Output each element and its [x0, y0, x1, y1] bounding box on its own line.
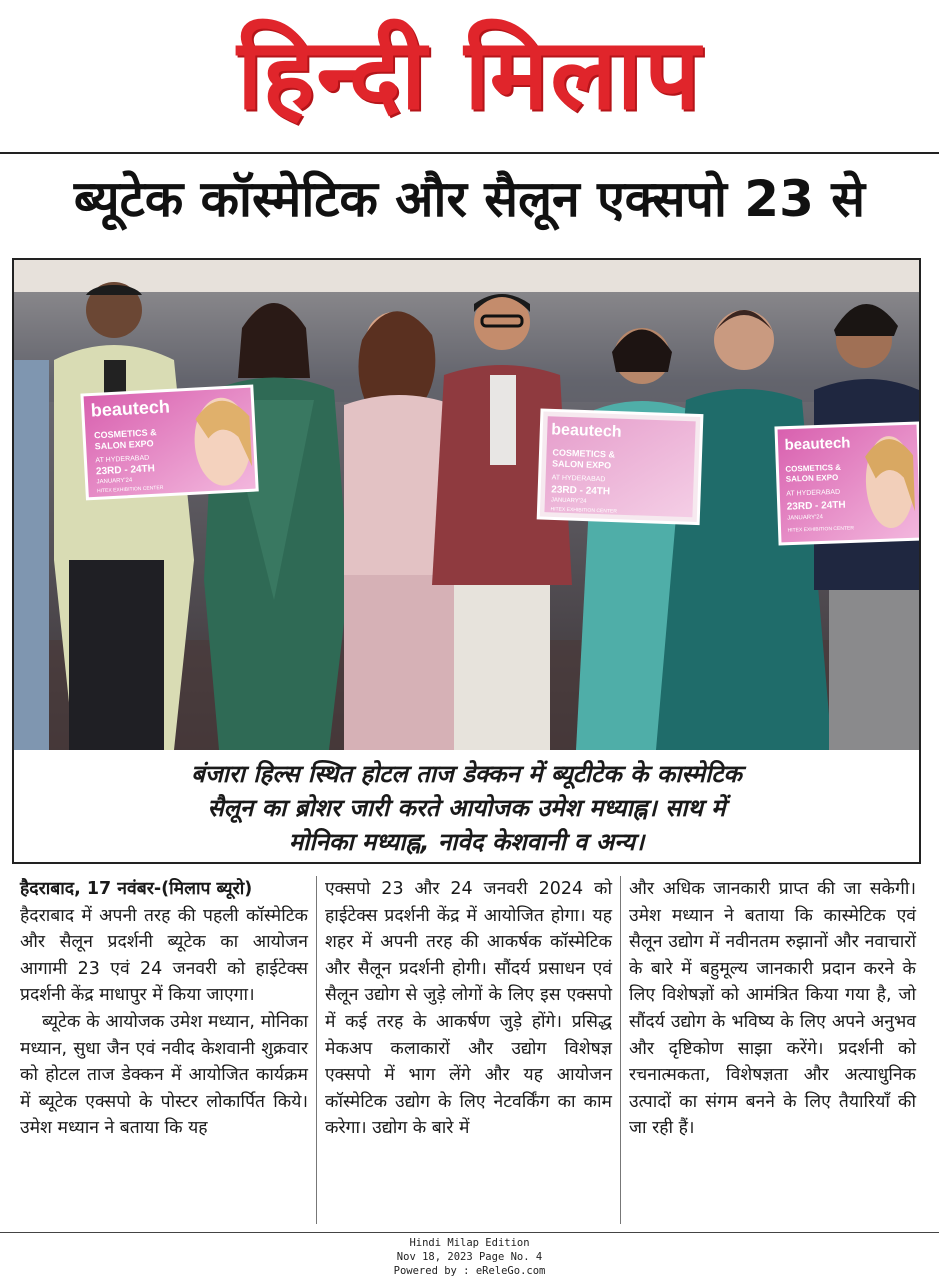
poster-2-line1: COSMETICS & — [552, 447, 616, 460]
poster-2-dates: 23RD - 24TH — [551, 484, 611, 498]
poster-1-brand: beautech — [90, 396, 171, 421]
caption-line-1: बंजारा हिल्स स्थित होटल ताज डेक्कन में ब्यूटीटेक के कास्मेटिक — [191, 759, 742, 788]
poster-1-line1: COSMETICS & — [93, 427, 157, 441]
poster-3-line2: SALON EXPO — [785, 472, 839, 484]
caption-line-2: सैलून का ब्रोशर जारी करते आयोजक उमेश मध्याह्न। साथ में — [207, 793, 726, 822]
poster-1-venue: HITEX EXHIBITION CENTER — [96, 484, 164, 495]
article-paragraph-3: एक्सपो 23 और 24 जनवरी 2024 को हाईटेक्स प्रदर्शनी केंद्र में आयोजित होगा। यह शहर में अपनी तरह की आकर्षक कॉस्मेटिक और सैलून प्रदर्शनी होगी। सौंदर्य प्रसाधन एवं सैलून उद्योग से जुड़े लोगों के लिए इस एक्सपो में कई तरह के आकर्षण जुड़े होंगे। प्रसिद्ध मेकअप कलाकारों और उद्योग विशेषज्ञ एक्सपो में भाग लेंगे और यह आयोजन कॉस्मेटिक उद्योग के लिए नेटवर्किंग का काम करेगा। उद्योग के बारे में — [325, 879, 612, 1139]
poster-2-brand: beautech — [551, 421, 622, 441]
news-photo-frame — [12, 258, 921, 864]
poster-3-line1: COSMETICS & — [785, 462, 842, 474]
article-paragraph-1: हैदराबाद में अपनी तरह की पहली कॉस्मेटिक और सैलून प्रदर्शनी ब्यूटेक का आयोजन आगामी 23 एवं 24 जनवरी को हाईटेक्स प्रदर्शनी केंद्र माधापुर में किया जाएगा। — [20, 905, 308, 1006]
poster-3 — [776, 423, 919, 544]
poster-3-brand: beautech — [784, 434, 851, 454]
footer-date-page: Nov 18, 2023 Page No. 4 — [396, 1251, 543, 1263]
masthead-divider — [0, 152, 939, 154]
poster-3-venue: HITEX EXHIBITION CENTER — [787, 525, 855, 534]
poster-1-month: JANUARY'24 — [96, 477, 133, 486]
person-edge-left — [14, 360, 49, 750]
page-footer — [0, 1236, 939, 1278]
poster-1-line3: AT HYDERABAD — [95, 454, 150, 465]
poster-1-dates: 23RD - 24TH — [95, 463, 156, 478]
article-dateline: हैदराबाद, 17 नवंबर-(मिलाप ब्यूरो) — [20, 879, 253, 899]
poster-2-month: JANUARY'24 — [550, 497, 587, 505]
article-paragraph-2: ब्यूटेक के आयोजक उमेश मध्यान, मोनिका मध्यान, सुधा जैन एवं नवीद केशवानी शुक्रवार को होटल ताज डेक्कन में आयोजित कार्यक्रम में ब्यूटेक एक्सपो के पोस्टर लोकार्पित किये। उमेश मध्यान ने बताया कि यह — [20, 1011, 308, 1139]
article-body — [12, 876, 924, 1224]
article-paragraph-4: और अधिक जानकारी प्राप्त की जा सकेगी। उमेश मध्यान ने बताया कि कास्मेटिक एवं सैलून उद्योग में नवीनतम रुझानों और नवाचारों के बारे में बहुमूल्य जानकारी प्रदान करने के लिए विशेषज्ञों को आमंत्रित किया गया है, जो सौंदर्य उद्योग के भविष्य के लिए अपने अनुभव और दृष्टिकोण साझा करेंगे। प्रदर्शनी को रचनात्मकता, विशेषज्ञता और अत्याधुनिक उत्पादों का संगम बनने के लिए तैयारियाँ की जा रही हैं। — [629, 879, 916, 1139]
poster-3-month: JANUARY'24 — [787, 514, 823, 522]
poster-2 — [538, 410, 702, 524]
article-column-1 — [12, 876, 316, 1224]
poster-2-venue: HITEX EXHIBITION CENTER — [550, 506, 618, 515]
poster-3-dates: 23RD - 24TH — [786, 499, 846, 513]
news-photo — [14, 260, 919, 750]
footer-divider — [0, 1232, 939, 1233]
poster-3-line3: AT HYDERABAD — [786, 488, 841, 498]
article-column-2 — [316, 876, 620, 1224]
poster-1 — [82, 386, 257, 499]
footer-edition: Hindi Milap Edition — [409, 1237, 530, 1249]
footer-powered-by: Powered by : eReleGo.com — [393, 1265, 546, 1277]
newspaper-title: हिन्दी मिलाप — [237, 17, 702, 132]
photo-caption — [14, 754, 919, 862]
caption-line-3: मोनिका मध्याह्न, नावेद केशवानी व अन्य। — [288, 828, 645, 857]
poster-2-line2: SALON EXPO — [551, 458, 612, 471]
article-column-3 — [620, 876, 924, 1224]
article-headline: ब्यूटेक कॉस्मेटिक और सैलून एक्सपो 23 से — [73, 170, 866, 228]
poster-1-line2: SALON EXPO — [94, 438, 154, 452]
photo-illustration — [14, 260, 919, 750]
masthead — [0, 0, 939, 150]
poster-2-line3: AT HYDERABAD — [551, 474, 606, 484]
